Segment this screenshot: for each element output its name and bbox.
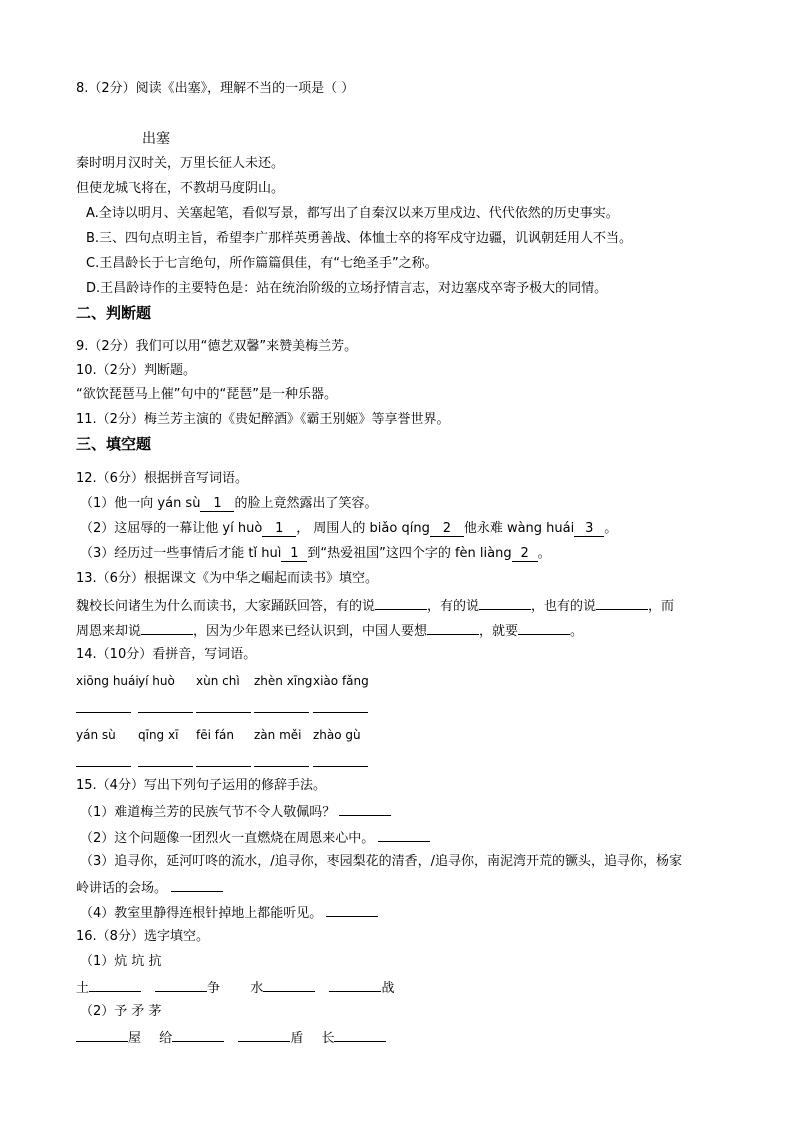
q15-line-3b: 岭讲话的会场。 — [76, 878, 223, 898]
q14-answer-line[interactable] — [138, 766, 193, 767]
q14-pinyin: xiào fǎng — [313, 674, 369, 688]
q14-pinyin: zhèn xīng — [254, 674, 313, 688]
poem-line-2: 但使龙城飞将在，不教胡马度阴山。 — [76, 181, 285, 196]
q12-answer-blank[interactable]: 2 — [512, 547, 538, 562]
q8-option-c: C.王昌龄长于七言绝句，所作篇篇俱佳，有“七绝圣手”之称。 — [86, 256, 438, 271]
q16-group-1-row: 土 争 水 战 — [76, 978, 394, 998]
q14-answer-line[interactable] — [76, 766, 131, 767]
q10-sub: “欲饮琵琶马上催”句中的“琵琶”是一种乐器。 — [76, 387, 337, 402]
q8-option-b: B.三、四句点明主旨，希望李广那样英勇善战、体恤士卒的将军戍守边疆，讥讽朝廷用人不当。 — [86, 231, 633, 246]
q14-pinyin: yán sù — [76, 728, 116, 742]
q16-blank[interactable] — [263, 978, 315, 992]
q14-answer-line[interactable] — [76, 712, 131, 713]
q16-blank[interactable] — [238, 1028, 290, 1042]
poem-line-1: 秦时明月汉时关，万里长征人未还。 — [76, 156, 285, 171]
q14-pinyin: zàn měi — [254, 728, 302, 742]
q16-blank[interactable] — [329, 978, 381, 992]
q8-option-d: D.王昌龄诗作的主要特色是：站在统治阶级的立场抒情言志，对边塞戍卒寄予极大的同情。 — [86, 281, 608, 296]
q14-pinyin: zhào gù — [313, 728, 361, 742]
q15-blank[interactable] — [326, 903, 378, 917]
q13-line-2: 周恩来却说 ，因为少年恩来已经认识到，中国人要想 ，就要 。 — [76, 621, 583, 641]
q15-blank[interactable] — [378, 828, 430, 842]
q15-blank[interactable] — [339, 802, 391, 816]
q16-blank[interactable] — [334, 1028, 386, 1042]
q16-blank[interactable] — [89, 978, 141, 992]
q15-stem: 15.（4分）写出下列句子运用的修辞手法。 — [76, 778, 326, 793]
q12-line-2: （2）这屈辱的一幕让他 yí huò 1 ， 周围人的 biǎo qíng 2 他永难 wàng huái 3 。 — [80, 521, 618, 536]
q15-line-3: （3）追寻你，延河叮咚的流水，/追寻你，枣园梨花的清香，/追寻你，南泥湾开荒的镢头，追寻你，杨家 — [80, 854, 683, 869]
q14-answer-line[interactable] — [254, 766, 309, 767]
q12-answer-blank[interactable]: 3 — [574, 522, 604, 537]
q14-pinyin: qīng xī — [138, 728, 179, 742]
q16-blank[interactable] — [155, 978, 207, 992]
q11-text: 11.（2分）梅兰芳主演的《贵妃醉酒》《霸王别姬》等享誉世界。 — [76, 412, 450, 427]
q16-stem: 16.（8分）选字填空。 — [76, 929, 209, 944]
q16-group-1-label: （1）炕 坑 抗 — [80, 954, 162, 969]
q12-line-1: （1）他一向 yán sù 1 的脸上竟然露出了笑容。 — [80, 496, 378, 511]
q12-stem: 12.（6分）根据拼音写词语。 — [76, 471, 248, 486]
q8-option-a: A.全诗以明月、关塞起笔，看似写景，都写出了自秦汉以来万里戍边、代代依然的历史事实。 — [86, 206, 619, 221]
q13-blank[interactable] — [375, 596, 427, 610]
q13-blank[interactable] — [518, 621, 570, 635]
section-2-title: 二、判断题 — [76, 304, 152, 322]
q13-line-1: 魏校长问诸生为什么而读书，大家踊跃回答，有的说 ，有的说 ，也有的说 ，而 — [76, 596, 674, 616]
q15-line-1: （1）难道梅兰芳的民族气节不令人敬佩吗？ — [80, 802, 391, 822]
q12-answer-blank[interactable]: 1 — [262, 522, 296, 537]
q9-text: 9.（2分）我们可以用“德艺双馨”来赞美梅兰芳。 — [76, 339, 358, 354]
q16-group-2-label: （2）予 矛 茅 — [80, 1004, 162, 1019]
q16-blank[interactable] — [172, 1028, 224, 1042]
q8-stem: 8.（2分）阅读《出塞》，理解不当的一项是（ ） — [76, 81, 355, 96]
q12-line-3: （3）经历过一些事情后才能 tǐ huì 1 到“热爱祖国”这四个字的 fèn liàng 2 。 — [80, 546, 551, 561]
q16-group-2-row: 屋 给 盾 长 — [76, 1028, 386, 1048]
q15-line-2: （2）这个问题像一团烈火一直燃烧在周恩来心中。 — [80, 828, 430, 848]
q13-blank[interactable] — [479, 596, 531, 610]
q12-answer-blank[interactable]: 1 — [281, 547, 307, 562]
q15-blank[interactable] — [171, 878, 223, 892]
q14-answer-line[interactable] — [196, 712, 251, 713]
q12-answer-blank[interactable]: 2 — [430, 522, 464, 537]
q12-answer-blank[interactable]: 1 — [200, 497, 234, 512]
q14-pinyin: yí huò — [138, 674, 175, 688]
q13-blank[interactable] — [141, 621, 193, 635]
q13-blank[interactable] — [596, 596, 648, 610]
q13-blank[interactable] — [427, 621, 479, 635]
q14-pinyin: fēi fán — [196, 728, 234, 742]
q16-blank[interactable] — [76, 1028, 128, 1042]
q14-stem: 14.（10分）看拼音，写词语。 — [76, 647, 257, 662]
q14-pinyin: xùn chì — [196, 674, 240, 688]
q14-answer-line[interactable] — [313, 766, 368, 767]
q10-text: 10.（2分）判断题。 — [76, 363, 196, 378]
q15-line-4: （4）教室里静得连根针掉地上都能听见。 — [80, 903, 378, 923]
section-3-title: 三、填空题 — [76, 435, 152, 453]
q14-answer-line[interactable] — [313, 712, 368, 713]
q14-pinyin: xiōng huái — [76, 674, 139, 688]
q14-answer-line[interactable] — [254, 712, 309, 713]
q14-answer-line[interactable] — [196, 766, 251, 767]
poem-title: 出塞 — [142, 131, 170, 147]
q14-answer-line[interactable] — [138, 712, 193, 713]
q13-stem: 13.（6分）根据课文《为中华之崛起而读书》填空。 — [76, 571, 378, 586]
